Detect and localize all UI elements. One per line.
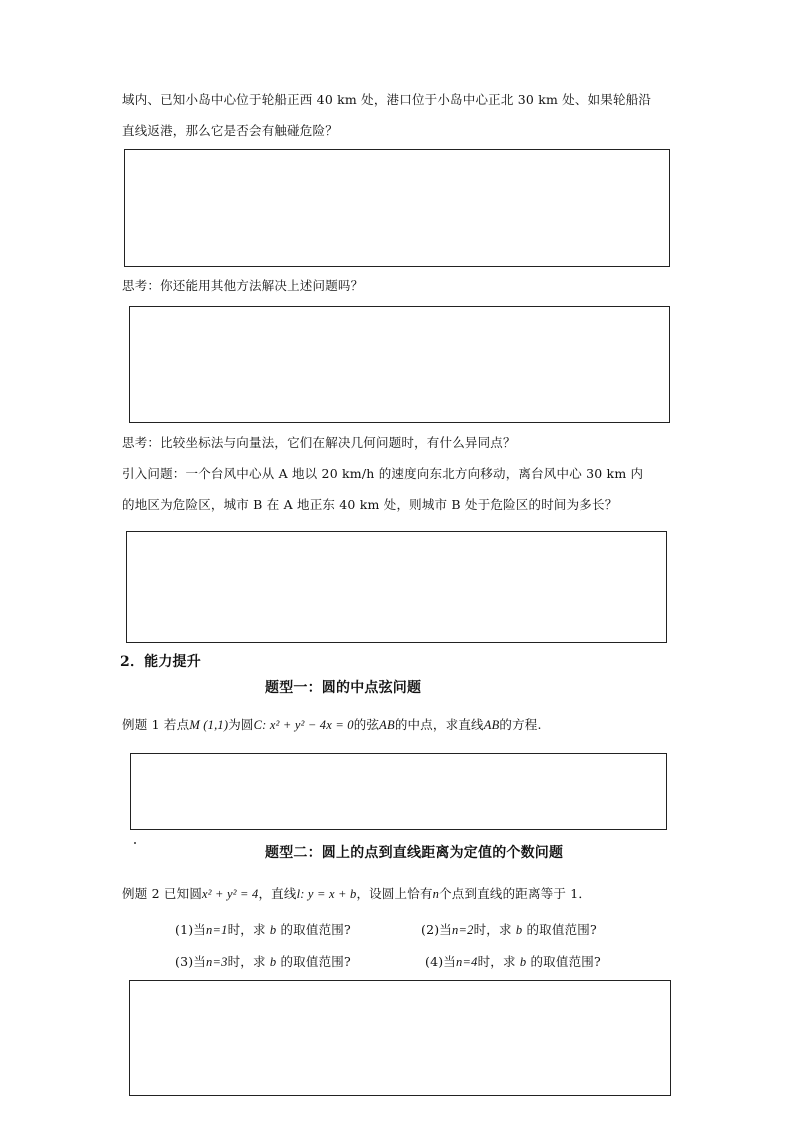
example2-text: ，设圆上恰有 <box>356 886 433 901</box>
sq-post: 时，求 <box>473 922 516 937</box>
example2-text: 已知圆 <box>163 886 203 901</box>
line-l-equation: l: y = x + b <box>296 887 357 901</box>
think-question-2: 思考：比较坐标法与向量法，它们在解决几何问题时，有什么异同点？ <box>122 435 516 450</box>
example1-text: 为圆 <box>228 717 254 732</box>
answer-box-2[interactable] <box>129 306 670 423</box>
example2-text: 个点到直线的距离等于 1． <box>439 886 592 901</box>
sq-tail: 的取值范围? <box>526 954 601 969</box>
circle-c-equation: C: x² + y² − 4x = 0 <box>253 718 354 732</box>
sq-cond: n=4 <box>456 955 478 969</box>
line-ab: AB <box>483 718 500 732</box>
type2-title: 题型二：圆上的点到直线距离为定值的个数问题 <box>265 845 564 861</box>
example1-text: 的中点，求直线 <box>394 717 484 732</box>
example1-text: 的弦 <box>353 717 380 732</box>
example2-label: 例题 2 <box>122 886 160 901</box>
example1-text: 的方程. <box>499 717 542 732</box>
sq-tail: 的取值范围? <box>276 922 351 937</box>
sq-cond: n=2 <box>452 923 474 937</box>
sq-cond: n=3 <box>206 955 228 969</box>
point-m: M (1,1) <box>189 718 229 732</box>
subquestion-2 <box>421 922 597 938</box>
sq-pre: (2)当 <box>421 922 453 937</box>
subquestion-1 <box>175 922 351 938</box>
sq-post: 时，求 <box>477 954 520 969</box>
n-variable: n <box>432 887 440 901</box>
subquestion-4 <box>425 954 601 970</box>
example1-label: 例题 1 <box>122 717 160 732</box>
sq-var: b <box>519 955 527 969</box>
type1-title: 题型一：圆的中点弦问题 <box>265 680 422 696</box>
think-question-1: 思考：你还能用其他方法解决上述问题吗？ <box>122 278 364 293</box>
subquestion-3 <box>175 954 351 970</box>
example1 <box>122 717 542 733</box>
section-number: 2． <box>120 654 145 670</box>
sq-tail: 的取值范围? <box>276 954 351 969</box>
problem-intro-line2: 直线返港，那么它是否会有触碰危险？ <box>122 123 338 138</box>
example2-text: ，直线 <box>258 886 297 901</box>
sq-var: b <box>269 955 277 969</box>
answer-box-5[interactable] <box>129 980 671 1096</box>
sq-var: b <box>515 923 523 937</box>
section-heading <box>120 654 201 670</box>
sq-post: 时，求 <box>227 922 270 937</box>
example1-text: 若点 <box>163 717 190 732</box>
sq-pre: (4)当 <box>425 954 457 969</box>
example2 <box>122 886 591 902</box>
chord-ab: AB <box>379 718 395 732</box>
problem-intro-line1: 域内、已知小岛中心位于轮船正西 40 km 处，港口位于小岛中心正北 30 km 处、如果轮船沿 <box>122 92 652 107</box>
sq-var: b <box>269 923 277 937</box>
circle-equation: x² + y² = 4 <box>202 887 259 901</box>
stray-dot <box>134 842 136 844</box>
sq-post: 时，求 <box>227 954 270 969</box>
lead-question-line1: 引入问题：一个台风中心从 A 地以 20 km/h 的速度向东北方向移动，离台风中心 30 km 内 <box>122 466 644 481</box>
sq-cond: n=1 <box>206 923 228 937</box>
section-title: 能力提升 <box>144 654 201 670</box>
answer-box-3[interactable] <box>126 531 667 643</box>
answer-box-1[interactable] <box>124 149 670 267</box>
answer-box-4[interactable] <box>130 753 667 830</box>
lead-question-line2: 的地区为危险区，城市 B 在 A 地正东 40 km 处，则城市 B 处于危险区的时间为多长？ <box>122 497 618 512</box>
sq-tail: 的取值范围? <box>522 922 597 937</box>
sq-pre: (3)当 <box>175 954 207 969</box>
sq-pre: (1)当 <box>175 922 207 937</box>
